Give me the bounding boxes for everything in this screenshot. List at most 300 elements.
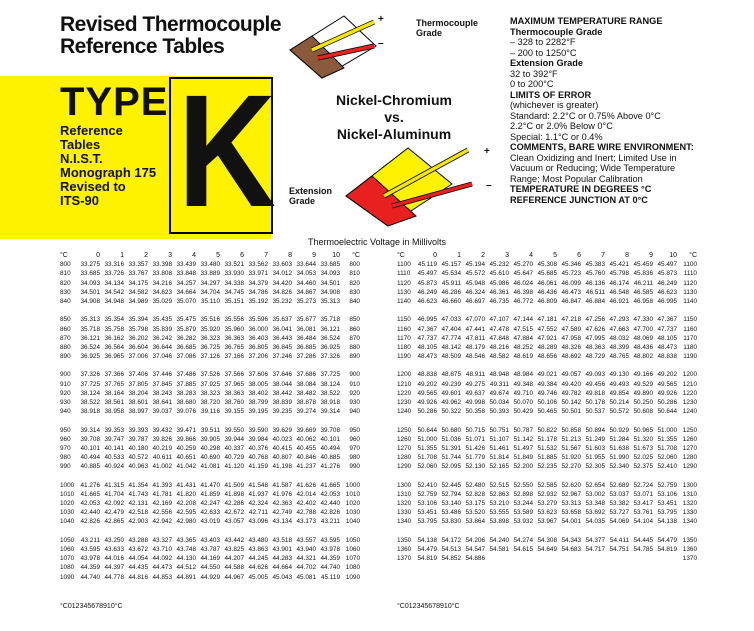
voltage-cell: 40.885 [320, 454, 340, 462]
voltage-cell: 54.615 [513, 546, 533, 553]
voltage-cell: 47.995 [585, 334, 605, 342]
voltage-cell: 53.727 [609, 509, 629, 517]
voltage-cell: 45.421 [609, 261, 629, 269]
row-spacer [60, 361, 360, 370]
voltage-cell: 39.314 [80, 426, 100, 434]
row-temperature: 830 [349, 288, 360, 296]
voltage-cell: 38.878 [296, 399, 316, 406]
voltage-cell: 45.685 [537, 270, 557, 278]
voltage-cell: 38.323 [200, 389, 220, 397]
voltage-cell: 52.445 [441, 481, 461, 489]
spec-line: LIMITS OF ERROR [510, 89, 592, 100]
voltage-cell: 35.029 [152, 297, 172, 305]
voltage-cell: 43.442 [224, 536, 244, 544]
column-header: 7 [432, 603, 437, 610]
ref-line: Tables [60, 137, 101, 152]
voltage-cell: 37.246 [272, 353, 292, 361]
voltage-cell: 48.326 [561, 343, 581, 351]
spec-line: TEMPERATURE IN DEGREES °C [510, 184, 652, 194]
voltage-cell: 46.809 [537, 297, 557, 305]
row-temperature: 940 [349, 408, 360, 416]
voltage-cell: 35.070 [176, 297, 196, 305]
voltage-cell: 42.402 [296, 500, 316, 508]
row-temperature: 1320 [682, 500, 697, 508]
row-temperature: 920 [60, 389, 71, 397]
voltage-cell [653, 554, 677, 563]
ref-line: Reference [60, 123, 123, 138]
row-temperature: 1150 [683, 316, 697, 324]
voltage-cell: 36.443 [272, 334, 292, 342]
voltage-cell: 37.166 [224, 353, 244, 361]
voltage-cell: 49.565 [417, 389, 437, 397]
voltage-cell: 49.818 [585, 389, 605, 397]
voltage-cell: 50.894 [585, 426, 605, 434]
thermocouple-wire-illustration [282, 10, 392, 80]
voltage-cell: 41.237 [296, 463, 316, 471]
voltage-cell: 34.704 [200, 288, 220, 296]
voltage-cell: 51.000 [657, 426, 677, 434]
voltage-cell: 49.202 [657, 371, 677, 379]
voltage-table-right [397, 251, 697, 563]
voltage-cell: 38.522 [320, 389, 340, 397]
row-temperature: 900 [60, 371, 71, 379]
voltage-cell: 46.473 [561, 288, 581, 296]
voltage-cell: 40.924 [104, 463, 124, 471]
voltage-cell: 36.925 [320, 343, 340, 351]
voltage-cell: 53.967 [537, 518, 557, 526]
spec-line: Vacuum or Reducing; Wide Temperature [510, 163, 676, 173]
voltage-cell: 52.340 [609, 463, 629, 471]
column-header: 0 [67, 603, 72, 610]
voltage-cell: 36.885 [296, 343, 316, 351]
voltage-cell: 41.898 [224, 490, 244, 498]
voltage-cell: 43.250 [104, 536, 124, 544]
voltage-cell: 43.288 [128, 536, 148, 544]
voltage-cell: 37.686 [296, 371, 316, 379]
voltage-cell: 53.589 [513, 509, 533, 517]
row-temperature: 890 [349, 353, 360, 361]
spec-line: MAXIMUM TEMPERATURE RANGE [510, 16, 663, 26]
row-temperature: 1250 [682, 426, 697, 434]
table-row [397, 435, 697, 444]
table-row [397, 343, 697, 352]
voltage-cell: 50.429 [513, 408, 533, 416]
voltage-cell: 48.252 [513, 343, 533, 351]
voltage-cell: 36.041 [272, 325, 292, 333]
table-subtitle: Thermoelectric Voltage in Millivolts [307, 237, 447, 247]
voltage-cell: 37.446 [152, 371, 172, 379]
voltage-cell: 45.610 [489, 270, 509, 278]
voltage-cell: 50.106 [537, 399, 557, 406]
table-row [397, 334, 697, 343]
voltage-cell: 49.854 [609, 389, 629, 397]
voltage-cell: 40.807 [272, 454, 292, 462]
voltage-cell: 39.747 [104, 435, 124, 443]
voltage-cell: 41.081 [200, 463, 220, 471]
row-temperature: 1020 [60, 500, 75, 508]
column-header: 2 [481, 252, 485, 259]
column-header: °C [397, 603, 405, 610]
column-header: 10 [332, 252, 340, 259]
voltage-cell: 53.761 [633, 509, 653, 517]
voltage-cell: 50.250 [633, 399, 653, 406]
column-header: 6 [240, 252, 244, 259]
voltage-cell: 41.276 [80, 481, 100, 489]
voltage-cell: 47.107 [489, 316, 509, 324]
voltage-cell: 54.581 [489, 546, 509, 553]
voltage-cell: 50.070 [513, 399, 533, 406]
voltage-cell: 54.104 [633, 518, 653, 526]
row-temperature: 1100 [683, 261, 697, 269]
table-row [60, 490, 360, 499]
voltage-cell: 36.323 [200, 334, 220, 342]
table-row [397, 260, 697, 269]
voltage-cell: 45.043 [272, 573, 292, 581]
voltage-cell: 54.819 [657, 546, 677, 553]
voltage-cell: 53.175 [465, 500, 485, 508]
voltage-cell: 51.249 [585, 435, 605, 443]
voltage-cell: 34.460 [296, 279, 316, 287]
row-temperature: 1190 [397, 353, 411, 361]
voltage-cell: 52.932 [537, 490, 557, 498]
row-spacer [60, 472, 360, 481]
voltage-cell: 41.626 [296, 481, 316, 489]
row-temperature: 1230 [397, 399, 412, 406]
voltage-cell: 36.765 [224, 343, 244, 351]
voltage-cell: 44.816 [128, 573, 148, 581]
voltage-cell: 54.649 [537, 546, 557, 553]
voltage-cell: 38.442 [272, 389, 292, 397]
voltage-cell: 40.455 [296, 444, 316, 452]
voltage-cell: 37.486 [176, 371, 196, 379]
row-temperature: 1060 [60, 546, 75, 553]
column-header-row [60, 603, 123, 610]
voltage-cell: 46.398 [513, 288, 533, 296]
voltage-cell: 44.588 [224, 564, 244, 572]
voltage-cell: 51.567 [561, 444, 581, 452]
voltage-cell: 47.884 [513, 334, 533, 342]
column-header: 4 [192, 252, 196, 259]
voltage-cell: 54.274 [513, 536, 533, 544]
voltage-cell: 43.211 [320, 518, 340, 526]
voltage-cell [605, 554, 629, 563]
voltage-cell: 40.729 [224, 454, 244, 462]
voltage-cell: 52.235 [537, 463, 557, 471]
voltage-cell: 47.737 [657, 325, 677, 333]
type-word: TYPE [60, 80, 169, 124]
voltage-cell: 33.930 [224, 270, 244, 278]
voltage-cell: 38.084 [296, 380, 316, 388]
column-header: °C [689, 252, 697, 259]
voltage-cell: 52.515 [489, 481, 509, 489]
voltage-cell: 46.211 [633, 279, 653, 287]
table-row [60, 536, 360, 545]
voltage-cell: 49.998 [465, 399, 485, 406]
voltage-cell: 52.654 [585, 481, 605, 489]
table-row [397, 288, 697, 297]
voltage-cell: 49.782 [561, 389, 581, 397]
column-header: 5 [87, 603, 92, 610]
voltage-cell: 54.683 [561, 546, 581, 553]
voltage-cell: 49.746 [537, 389, 557, 397]
voltage-cell: 36.524 [320, 334, 340, 342]
table-row [397, 352, 697, 361]
voltage-cell: 53.106 [417, 500, 437, 508]
row-temperature: 1090 [345, 573, 360, 581]
voltage-cell: 42.324 [248, 500, 268, 508]
voltage-cell: 37.046 [152, 353, 172, 361]
voltage-cell: 36.564 [104, 343, 124, 351]
voltage-cell: 36.081 [296, 325, 316, 333]
voltage-cell: 49.926 [657, 389, 677, 397]
voltage-cell: 37.526 [200, 371, 220, 379]
voltage-cell: 38.402 [248, 389, 268, 397]
voltage-cell: 42.672 [224, 509, 244, 517]
table-row [397, 269, 697, 278]
voltage-cell: 48.582 [489, 353, 509, 361]
voltage-cell: 44.397 [104, 564, 124, 572]
voltage-cell: 54.172 [441, 536, 461, 544]
voltage-cell: 45.760 [585, 270, 605, 278]
row-temperature: 1080 [345, 564, 360, 572]
voltage-cell: 37.006 [128, 353, 148, 361]
voltage-cell: 36.202 [128, 334, 148, 342]
row-temperature: 940 [60, 408, 71, 416]
voltage-cell: 41.937 [248, 490, 268, 498]
table-row [60, 334, 360, 343]
voltage-cell: 48.436 [633, 343, 653, 351]
voltage-cell: 54.001 [561, 518, 581, 526]
voltage-cell: 46.660 [441, 297, 461, 305]
voltage-cell: 50.034 [489, 399, 509, 406]
voltage-cell: 40.611 [152, 454, 172, 462]
voltage-cell: 50.751 [489, 426, 509, 434]
row-temperature: 850 [349, 316, 360, 324]
voltage-cell: 34.012 [272, 270, 292, 278]
voltage-cell: 51.779 [465, 454, 485, 462]
voltage-cell: 43.901 [272, 546, 292, 553]
voltage-cell: 41.393 [152, 481, 172, 489]
voltage-cell: 52.898 [513, 490, 533, 498]
voltage-cell: 34.420 [272, 279, 292, 287]
column-header: 9 [312, 252, 316, 259]
voltage-cell: 48.875 [441, 371, 461, 379]
table-row [397, 398, 697, 407]
row-temperature: 1340 [682, 518, 697, 526]
voltage-cell: 44.130 [176, 555, 196, 563]
voltage-cell: 35.475 [176, 316, 196, 324]
column-header: °C [451, 603, 460, 610]
voltage-cell: 49.710 [513, 389, 533, 397]
table-footer-left [60, 603, 123, 610]
table-row [60, 315, 360, 324]
row-spacer [60, 416, 360, 425]
voltage-cell: 48.032 [609, 334, 629, 342]
row-spacer [60, 527, 360, 536]
voltage-cell: 48.838 [417, 371, 437, 379]
voltage-cell: 37.366 [104, 371, 124, 379]
column-header: 10 [669, 252, 677, 259]
voltage-cell: 47.958 [561, 334, 581, 342]
table-row [397, 315, 697, 324]
voltage-cell: 51.990 [609, 454, 629, 462]
alloy-positive: Nickel-Chromium [336, 92, 452, 108]
voltage-cell: 35.677 [296, 316, 316, 324]
voltage-cell: 41.431 [176, 481, 196, 489]
table-row [60, 426, 360, 435]
voltage-cell: 33.316 [104, 261, 124, 269]
voltage-cell: 44.891 [176, 573, 196, 581]
voltage-cell: 52.689 [609, 481, 629, 489]
column-header: 7 [264, 252, 268, 259]
table-row [397, 453, 697, 462]
row-temperature: 1140 [683, 297, 697, 305]
voltage-cell: 44.169 [200, 555, 220, 563]
voltage-cell: 39.708 [80, 435, 100, 443]
voltage-cell: 38.601 [128, 399, 148, 406]
spec-line: Range; Most Popular Calibration [510, 173, 643, 184]
voltage-cell: 37.126 [200, 353, 220, 361]
table-row [60, 435, 360, 444]
voltage-cell: 43.403 [200, 536, 220, 544]
voltage-cell: 42.440 [320, 500, 340, 508]
table-row [60, 297, 360, 306]
voltage-cell: 35.232 [272, 297, 292, 305]
voltage-cell: 45.157 [441, 261, 461, 269]
voltage-cell: 49.202 [417, 380, 437, 388]
column-header: 3 [505, 252, 509, 259]
ref-line: N.I.S.T. [60, 151, 103, 166]
voltage-cell: 46.061 [537, 279, 557, 287]
voltage-cell: 48.473 [417, 353, 437, 361]
table-row [60, 370, 360, 379]
row-temperature: 900 [349, 371, 360, 379]
voltage-cell: 45.194 [465, 261, 485, 269]
voltage-cell: 42.169 [152, 500, 172, 508]
column-header: 3 [79, 603, 84, 610]
row-temperature: 1030 [60, 509, 75, 517]
voltage-cell: 48.179 [465, 343, 485, 351]
row-temperature: 1100 [397, 261, 411, 269]
voltage-cell: 47.737 [417, 334, 437, 342]
voltage-cell: 43.863 [248, 546, 268, 553]
voltage-cell: 33.275 [80, 261, 100, 269]
voltage-cell: 51.391 [441, 444, 461, 452]
voltage-cell: 51.708 [657, 444, 677, 452]
voltage-cell: 46.697 [465, 297, 485, 305]
voltage-cell: 48.765 [609, 353, 629, 361]
voltage-cell: 51.885 [537, 454, 557, 462]
voltage-cell: 38.720 [200, 399, 220, 406]
voltage-cell: 34.297 [200, 279, 220, 287]
voltage-cell: 41.704 [104, 490, 124, 498]
voltage-cell: 49.637 [465, 389, 485, 397]
voltage-cell: 42.826 [320, 509, 340, 517]
voltage-cell: 35.110 [200, 297, 220, 305]
voltage-cell: 35.960 [224, 325, 244, 333]
row-spacer [397, 306, 697, 315]
voltage-cell: 49.275 [465, 380, 485, 388]
voltage-cell: 37.965 [224, 380, 244, 388]
voltage-cell: 44.359 [320, 555, 340, 563]
voltage-cell: 34.379 [248, 279, 268, 287]
voltage-cell: 51.638 [609, 444, 629, 452]
voltage-cell: 46.174 [609, 279, 629, 287]
voltage-cell: 44.245 [248, 555, 268, 563]
row-temperature: 1190 [683, 353, 697, 361]
row-temperature: 1160 [683, 325, 697, 333]
voltage-cell: 51.920 [561, 454, 581, 462]
voltage-cell: 53.071 [633, 490, 653, 498]
voltage-cell: 38.363 [224, 389, 244, 397]
table-row [60, 260, 360, 269]
row-temperature: 1130 [683, 288, 697, 296]
voltage-cell: 38.918 [80, 408, 100, 416]
voltage-cell: 46.099 [561, 279, 581, 287]
row-temperature: 1320 [397, 500, 412, 508]
table-row [60, 380, 360, 389]
voltage-cell: 45.346 [561, 261, 581, 269]
voltage-cell: 44.550 [200, 564, 220, 572]
voltage-cell: 52.480 [465, 481, 485, 489]
voltage-cell: 51.142 [513, 435, 533, 443]
voltage-cell: 54.206 [465, 536, 485, 544]
table-row [397, 490, 697, 499]
voltage-cell: 34.257 [176, 279, 196, 287]
row-temperature: 860 [60, 325, 71, 333]
voltage-cell: 51.036 [441, 435, 461, 443]
negative-lead-symbol: – [486, 180, 492, 191]
voltage-cell: 49.456 [585, 380, 605, 388]
specifications-panel [510, 16, 750, 205]
voltage-cell: 48.069 [633, 334, 653, 342]
table-row [60, 343, 360, 352]
row-temperature: 960 [349, 435, 360, 443]
voltage-cell: 47.515 [513, 325, 533, 333]
column-header: 5 [216, 252, 220, 259]
column-header: 6 [428, 603, 433, 610]
column-header: 9 [649, 252, 653, 259]
column-header: 7 [601, 252, 605, 259]
voltage-cell: 50.608 [633, 408, 653, 416]
voltage-cell: 54.717 [585, 546, 605, 553]
table-row [60, 453, 360, 462]
voltage-cell: 54.852 [441, 555, 461, 563]
voltage-cell: 48.399 [609, 343, 629, 351]
voltage-cell: 41.198 [272, 463, 292, 471]
table-row [60, 517, 360, 526]
voltage-cell: 52.060 [657, 454, 677, 462]
voltage-cell: 40.180 [128, 444, 148, 452]
voltage-cell: 36.524 [80, 343, 100, 351]
column-header: 7 [95, 603, 100, 610]
voltage-cell: 42.247 [200, 500, 220, 508]
row-temperature: 1120 [397, 279, 411, 287]
title-line-2: Reference Tables [60, 35, 225, 58]
voltage-cell: 41.665 [80, 490, 100, 498]
voltage-cell: 42.788 [296, 509, 316, 517]
voltage-cell: 43.595 [320, 536, 340, 544]
voltage-cell: 48.656 [537, 353, 557, 361]
voltage-cell: 35.151 [224, 297, 244, 305]
spec-line: Clean Oxidizing and Inert; Limited Use in [510, 152, 677, 163]
row-temperature: 1020 [345, 500, 360, 508]
voltage-cell: 42.903 [128, 518, 148, 526]
column-header: 1 [408, 603, 413, 610]
voltage-cell: 37.845 [152, 380, 172, 388]
voltage-cell: 36.162 [104, 334, 124, 342]
table-row [60, 554, 360, 563]
